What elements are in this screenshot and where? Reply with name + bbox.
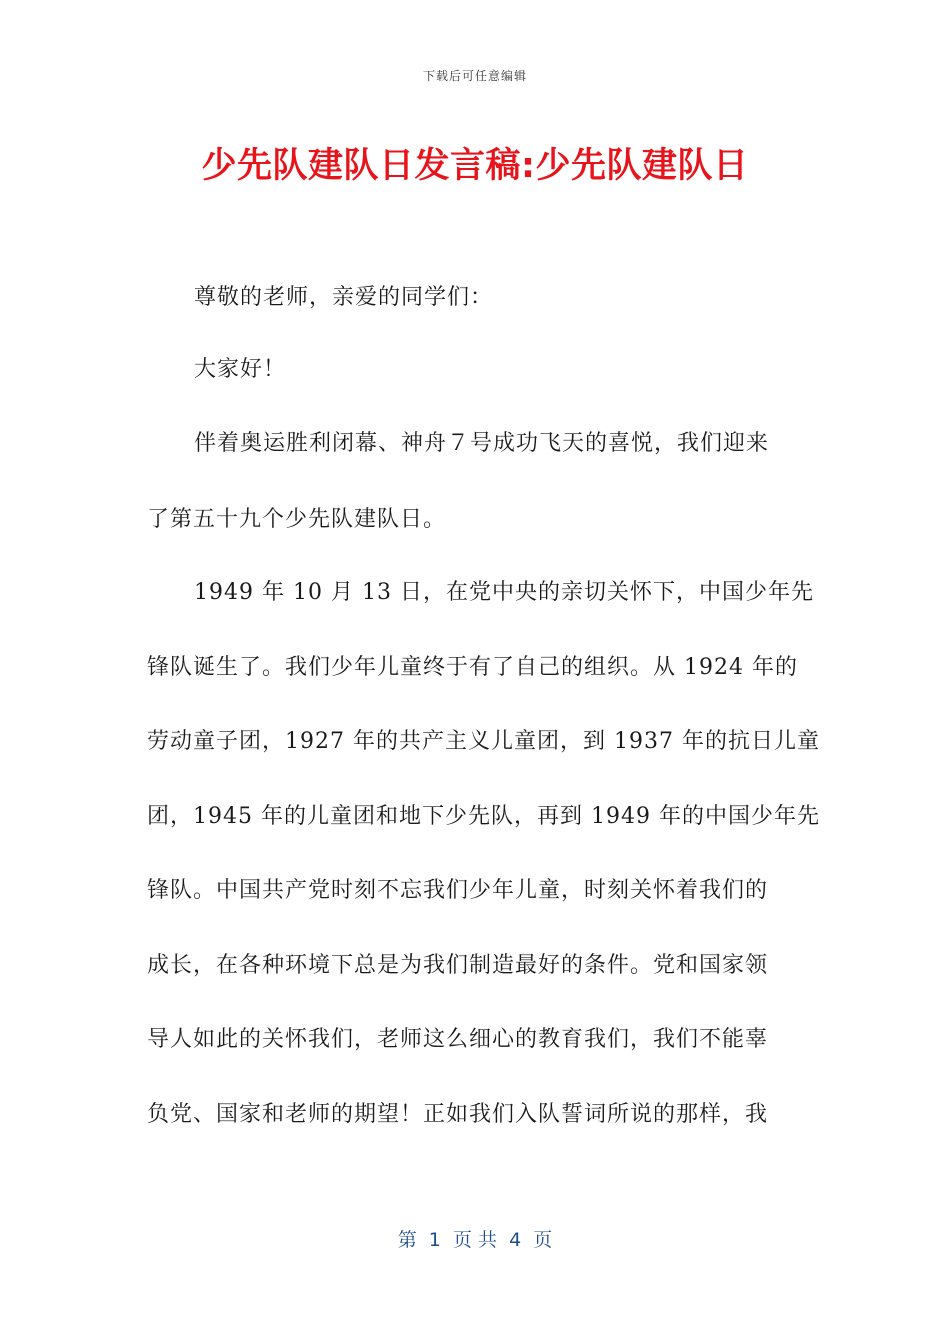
paragraph-line: 导人如此的关怀我们，老师这么细心的教育我们，我们不能辜 bbox=[147, 1027, 769, 1052]
paragraph-line: 负党、国家和老师的期望！正如我们入队誓词所说的那样，我 bbox=[147, 1102, 769, 1127]
paragraph-line: 劳动童子团，1927 年的共产主义儿童团，到 1937 年的抗日儿童 bbox=[147, 729, 820, 754]
paragraph-line: 伴着奥运胜利闭幕、神舟７号成功飞天的喜悦，我们迎来 bbox=[194, 431, 770, 456]
paragraph-line: 了第五十九个少先队建队日。 bbox=[147, 507, 447, 532]
paragraph-line: 成长，在各种环境下总是为我们制造最好的条件。党和国家领 bbox=[147, 953, 769, 978]
page-number-footer: 第 1 页 共 4 页 bbox=[397, 1229, 553, 1251]
paragraph-line: 尊敬的老师，亲爱的同学们： bbox=[194, 285, 494, 310]
paragraph-line: 大家好！ bbox=[194, 357, 287, 382]
paragraph-line: 团，1945 年的儿童团和地下少先队，再到 1949 年的中国少年先 bbox=[147, 804, 820, 829]
header-note: 下载后可任意编辑 bbox=[422, 69, 527, 83]
paragraph-line: 锋队。中国共产党时刻不忘我们少年儿童，时刻关怀着我们的 bbox=[147, 878, 769, 903]
paragraph-line: 1949 年 10 月 13 日，在党中央的亲切关怀下，中国少年先 bbox=[194, 580, 814, 605]
document-title: 少先队建队日发言稿:少先队建队日 bbox=[201, 146, 749, 186]
paragraph-line: 锋队诞生了。我们少年儿童终于有了自己的组织。从 1924 年的 bbox=[147, 655, 798, 680]
